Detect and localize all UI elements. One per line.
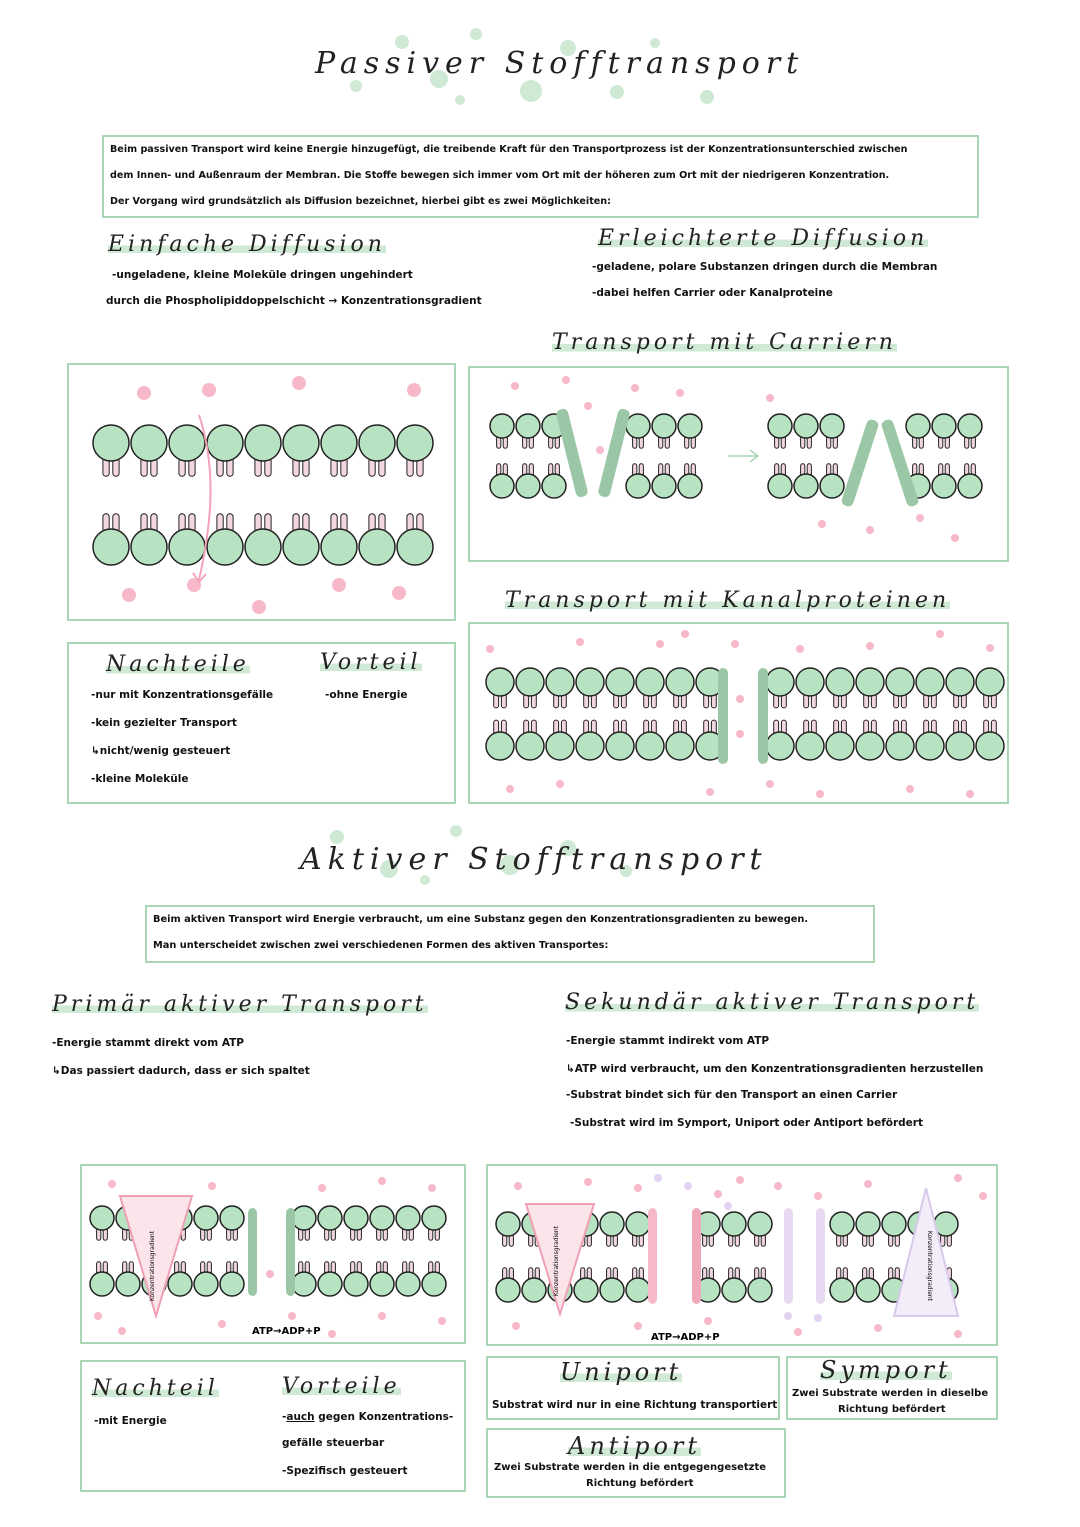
molecule (796, 645, 804, 653)
lipid-head (516, 732, 544, 760)
lipid-head (576, 668, 604, 696)
lipid-head (722, 1212, 746, 1236)
lipid-head (220, 1206, 244, 1230)
molecule (378, 1177, 386, 1185)
lipid-head (946, 732, 974, 760)
secondary-line-2: ↳ATP wird verbraucht, um den Konzentrationsgradienten herzustellen (566, 1063, 984, 1075)
molecule (108, 1180, 116, 1188)
molecule (724, 1202, 732, 1210)
facilitated-line-1: -geladene, polare Substanzen dringen durch die Membran (592, 261, 938, 273)
simple-diffusion-line-2: durch die Phospholipiddoppelschicht → Konzentrationsgradient (106, 295, 482, 307)
lipid-head (396, 1272, 420, 1296)
lipid-head (516, 414, 540, 438)
molecule (706, 788, 714, 796)
lipid-head (626, 1212, 650, 1236)
lipid-head (958, 414, 982, 438)
lipid-head (976, 732, 1004, 760)
lipid-head (626, 1278, 650, 1302)
bilayer-channel (470, 624, 1011, 806)
simple-diffusion-heading: Einfache Diffusion (108, 232, 386, 257)
antiport-box (486, 1428, 786, 1498)
lipid-head (116, 1272, 140, 1296)
passive-cons-4: -kleine Moleküle (91, 773, 189, 785)
lipid-head (516, 474, 540, 498)
intro-line-3: Der Vorgang wird grundsätzlich als Diffusion bezeichnet, hierbei gibt es zwei Möglichkeiten: (110, 196, 611, 207)
molecule (814, 1192, 822, 1200)
active-cons-1: -mit Energie (94, 1415, 167, 1427)
lipid-head (397, 529, 433, 565)
molecule (866, 526, 874, 534)
lipid-head (546, 732, 574, 760)
molecule (684, 1182, 692, 1190)
lipid-head (678, 474, 702, 498)
lipid-head (522, 1278, 546, 1302)
lipid-head (496, 1212, 520, 1236)
molecule (874, 1324, 882, 1332)
molecule (704, 1317, 712, 1325)
lipid-head (906, 414, 930, 438)
gradient-label-2: Konzentrationsgradient (553, 1225, 560, 1297)
molecule (794, 1328, 802, 1336)
molecule (122, 588, 136, 602)
molecule (906, 785, 914, 793)
molecule (328, 1330, 336, 1338)
molecule (731, 640, 739, 648)
passive-cons-heading: Nachteile (106, 652, 250, 677)
lipid-head (370, 1206, 394, 1230)
lipid-head (916, 732, 944, 760)
molecule (506, 785, 514, 793)
lipid-head (283, 529, 319, 565)
bilayer-secondary (488, 1166, 1000, 1348)
transport-protein (784, 1208, 793, 1304)
primary-active-diagram (80, 1164, 466, 1344)
molecule (392, 586, 406, 600)
lipid-head (932, 414, 956, 438)
lipid-head (958, 474, 982, 498)
lipid-head (916, 668, 944, 696)
symport-text-2: Richtung befördert (838, 1404, 946, 1415)
lipid-head (245, 529, 281, 565)
lipid-head (886, 732, 914, 760)
primary-line-1: -Energie stammt direkt vom ATP (52, 1037, 245, 1049)
lipid-head (318, 1206, 342, 1230)
molecule (766, 394, 774, 402)
intro-line-2: dem Innen- und Außenraum der Membran. Die Stoffe bewegen sich immer vom Ort mit der höheren zum Ort mit der niedrigeren Konzentration. (110, 170, 890, 181)
lipid-head (636, 668, 664, 696)
active-pros-2: gefälle steuerbar (282, 1437, 385, 1449)
lipid-head (856, 732, 884, 760)
molecule (631, 384, 639, 392)
lipid-head (626, 474, 650, 498)
molecule (814, 1314, 822, 1322)
active-pros-heading: Vorteile (282, 1374, 401, 1399)
lipid-head (93, 425, 129, 461)
bilayer-carrier (470, 368, 1011, 564)
active-intro-1: Beim aktiven Transport wird Energie verbraucht, um eine Substanz gegen den Konzentrationsgradienten zu bewegen. (153, 914, 809, 925)
molecule (202, 383, 216, 397)
molecule (137, 386, 151, 400)
lipid-head (826, 732, 854, 760)
lipid-head (496, 1278, 520, 1302)
lipid-head (768, 414, 792, 438)
antiport-text-2: Richtung befördert (586, 1478, 694, 1489)
passive-intro-box (102, 135, 979, 218)
lipid-head (626, 414, 650, 438)
bilayer-simple (69, 365, 458, 623)
atp-label-secondary: ATP→ADP+P (651, 1332, 720, 1343)
molecule (656, 640, 664, 648)
lipid-head (490, 474, 514, 498)
lipid-head (321, 425, 357, 461)
lipid-head (652, 474, 676, 498)
facilitated-diffusion-heading: Erleichterte Diffusion (598, 226, 929, 251)
lipid-head (946, 668, 974, 696)
lipid-head (318, 1272, 342, 1296)
transport-protein (248, 1208, 257, 1296)
lipid-head (245, 425, 281, 461)
molecule (118, 1327, 126, 1335)
transport-protein (758, 668, 768, 764)
primary-heading: Primär aktiver Transport (52, 992, 428, 1017)
molecule (979, 1192, 987, 1200)
lipid-head (794, 474, 818, 498)
lipid-head (576, 732, 604, 760)
lipid-head (90, 1272, 114, 1296)
lipid-head (826, 668, 854, 696)
lipid-head (359, 529, 395, 565)
lipid-head (490, 414, 514, 438)
lipid-head (344, 1272, 368, 1296)
lipid-head (820, 474, 844, 498)
lipid-head (422, 1206, 446, 1230)
simple-diffusion-diagram (67, 363, 456, 621)
molecule (556, 780, 564, 788)
lipid-head (796, 668, 824, 696)
uniport-heading: Uniport (560, 1358, 683, 1386)
molecule (407, 383, 421, 397)
arrow-right-icon (728, 450, 758, 462)
gradient-triangle (120, 1196, 192, 1316)
molecule (288, 1312, 296, 1320)
lipid-head (321, 529, 357, 565)
lipid-head (168, 1272, 192, 1296)
molecule (681, 630, 689, 638)
gradient-label: Konzentrationsgradient (149, 1230, 156, 1302)
molecule (252, 600, 266, 614)
lipid-head (90, 1206, 114, 1230)
molecule (584, 1178, 592, 1186)
lipid-head (830, 1278, 854, 1302)
molecule (438, 1317, 446, 1325)
gradient-triangle-violet (894, 1188, 958, 1316)
channel-diagram (468, 622, 1009, 804)
symport-box (786, 1356, 998, 1420)
molecule (576, 638, 584, 646)
secondary-active-diagram (486, 1164, 998, 1346)
lipid-head (542, 474, 566, 498)
carrier-diagram (468, 366, 1009, 562)
lipid-head (207, 529, 243, 565)
molecule (936, 630, 944, 638)
lipid-head (856, 1212, 880, 1236)
lipid-head (666, 668, 694, 696)
lipid-head (194, 1206, 218, 1230)
symport-heading: Symport (820, 1356, 952, 1384)
lipid-head (359, 425, 395, 461)
molecule (784, 1312, 792, 1320)
bilayer-primary (82, 1166, 468, 1346)
transport-protein (648, 1208, 657, 1304)
lipid-head (606, 732, 634, 760)
facilitated-line-2: -dabei helfen Carrier oder Kanalproteine (592, 287, 833, 299)
molecule (634, 1184, 642, 1192)
transport-protein (718, 668, 728, 764)
molecule (266, 1270, 274, 1278)
molecule (208, 1182, 216, 1190)
active-pros-emph: auch (286, 1411, 315, 1423)
lipid-head (486, 732, 514, 760)
lipid-head (932, 474, 956, 498)
lipid-head (370, 1272, 394, 1296)
lipid-head (93, 529, 129, 565)
lipid-head (666, 732, 694, 760)
active-pros-1: -auch gegen Konzentrations- (282, 1411, 454, 1423)
molecule (512, 1322, 520, 1330)
lipid-head (722, 1278, 746, 1302)
lipid-head (856, 1278, 880, 1302)
active-pros-3: -Spezifisch gesteuert (282, 1465, 408, 1477)
molecule (292, 376, 306, 390)
lipid-head (169, 425, 205, 461)
simple-diffusion-line-1: -ungeladene, kleine Moleküle dringen ungehindert (112, 269, 413, 281)
active-title: Aktiver Stofftransport (300, 842, 768, 877)
molecule (584, 402, 592, 410)
primary-line-2: ↳Das passiert dadurch, dass er sich spaltet (52, 1065, 310, 1077)
antiport-heading: Antiport (568, 1432, 702, 1460)
lipid-head (396, 1206, 420, 1230)
molecule (986, 644, 994, 652)
passive-pros-1: -ohne Energie (325, 689, 408, 701)
lipid-head (574, 1278, 598, 1302)
transport-protein (692, 1208, 701, 1304)
atp-label-primary: ATP→ADP+P (252, 1326, 321, 1337)
lipid-head (796, 732, 824, 760)
lipid-head (856, 668, 884, 696)
lipid-head (546, 668, 574, 696)
molecule (486, 645, 494, 653)
uniport-box (486, 1356, 780, 1420)
molecule (736, 730, 744, 738)
lipid-head (194, 1272, 218, 1296)
molecule (318, 1184, 326, 1192)
molecule (218, 1320, 226, 1328)
active-intro-box (145, 905, 875, 963)
lipid-head (131, 425, 167, 461)
molecule (332, 578, 346, 592)
lipid-head (220, 1272, 244, 1296)
active-cons-heading: Nachteil (92, 1376, 219, 1401)
lipid-head (678, 414, 702, 438)
lipid-head (766, 732, 794, 760)
molecule (966, 790, 974, 798)
gradient-label-3: Konzentrationsgradient (926, 1230, 933, 1302)
active-pros-1-rest: gegen Konzentrations- (314, 1411, 454, 1423)
molecule (514, 1182, 522, 1190)
transport-protein (840, 418, 879, 507)
molecule (562, 376, 570, 384)
molecule (714, 1190, 722, 1198)
molecule (378, 1312, 386, 1320)
molecule (428, 1184, 436, 1192)
lipid-head (830, 1212, 854, 1236)
lipid-head (768, 474, 792, 498)
lipid-head (169, 529, 205, 565)
transport-protein (816, 1208, 825, 1304)
molecule (766, 780, 774, 788)
lipid-head (283, 425, 319, 461)
molecule (954, 1330, 962, 1338)
lipid-head (820, 414, 844, 438)
uniport-text: Substrat wird nur in eine Richtung transportiert (492, 1399, 778, 1411)
passive-cons-2: -kein gezielter Transport (91, 717, 237, 729)
secondary-heading: Sekundär aktiver Transport (565, 990, 980, 1015)
lipid-head (397, 425, 433, 461)
channel-heading: Transport mit Kanalproteinen (505, 588, 951, 613)
passive-cons-3: ↳nicht/wenig gesteuert (91, 745, 231, 757)
molecule (818, 520, 826, 528)
lipid-head (600, 1212, 624, 1236)
molecule (736, 1176, 744, 1184)
transport-protein (286, 1208, 295, 1296)
lipid-head (882, 1212, 906, 1236)
lipid-head (766, 668, 794, 696)
molecule (676, 389, 684, 397)
carrier-heading: Transport mit Carriern (552, 330, 897, 355)
lipid-head (886, 668, 914, 696)
lipid-head (976, 668, 1004, 696)
lipid-head (516, 668, 544, 696)
passive-pros-heading: Vorteil (320, 650, 422, 675)
secondary-line-4: -Substrat wird im Symport, Uniport oder Antiport befördert (570, 1117, 923, 1129)
molecule (816, 790, 824, 798)
secondary-line-1: -Energie stammt indirekt vom ATP (566, 1035, 770, 1047)
passive-cons-1: -nur mit Konzentrationsgefälle (91, 689, 274, 701)
active-intro-2: Man unterscheidet zwischen zwei verschiedenen Formen des aktiven Transportes: (153, 940, 609, 951)
lipid-head (748, 1278, 772, 1302)
molecule (654, 1174, 662, 1182)
lipid-head (422, 1272, 446, 1296)
lipid-head (207, 425, 243, 461)
lipid-head (131, 529, 167, 565)
active-pros-cons (80, 1360, 466, 1492)
lipid-head (794, 414, 818, 438)
intro-line-1: Beim passiven Transport wird keine Energie hinzugefügt, die treibende Kraft für den Transportprozess ist der Konzentrationsunterschied zwischen (110, 144, 908, 155)
molecule (596, 446, 604, 454)
molecule (511, 382, 519, 390)
molecule (94, 1312, 102, 1320)
lipid-head (344, 1206, 368, 1230)
lipid-head (292, 1272, 316, 1296)
passive-title: Passiver Stofftransport (315, 46, 805, 81)
lipid-head (652, 414, 676, 438)
lipid-head (292, 1206, 316, 1230)
antiport-text-1: Zwei Substrate werden in die entgegengesetzte (494, 1462, 767, 1473)
symport-text-1: Zwei Substrate werden in dieselbe (792, 1388, 989, 1399)
lipid-head (606, 668, 634, 696)
molecule (866, 642, 874, 650)
lipid-head (636, 732, 664, 760)
molecule (916, 514, 924, 522)
lipid-head (748, 1212, 772, 1236)
lipid-head (486, 668, 514, 696)
molecule (774, 1182, 782, 1190)
molecule (954, 1174, 962, 1182)
molecule (951, 534, 959, 542)
molecule (634, 1322, 642, 1330)
lipid-head (600, 1278, 624, 1302)
molecule (736, 695, 744, 703)
molecule (864, 1180, 872, 1188)
secondary-line-3: -Substrat bindet sich für den Transport an einen Carrier (566, 1089, 898, 1101)
passive-pros-cons (67, 642, 456, 804)
